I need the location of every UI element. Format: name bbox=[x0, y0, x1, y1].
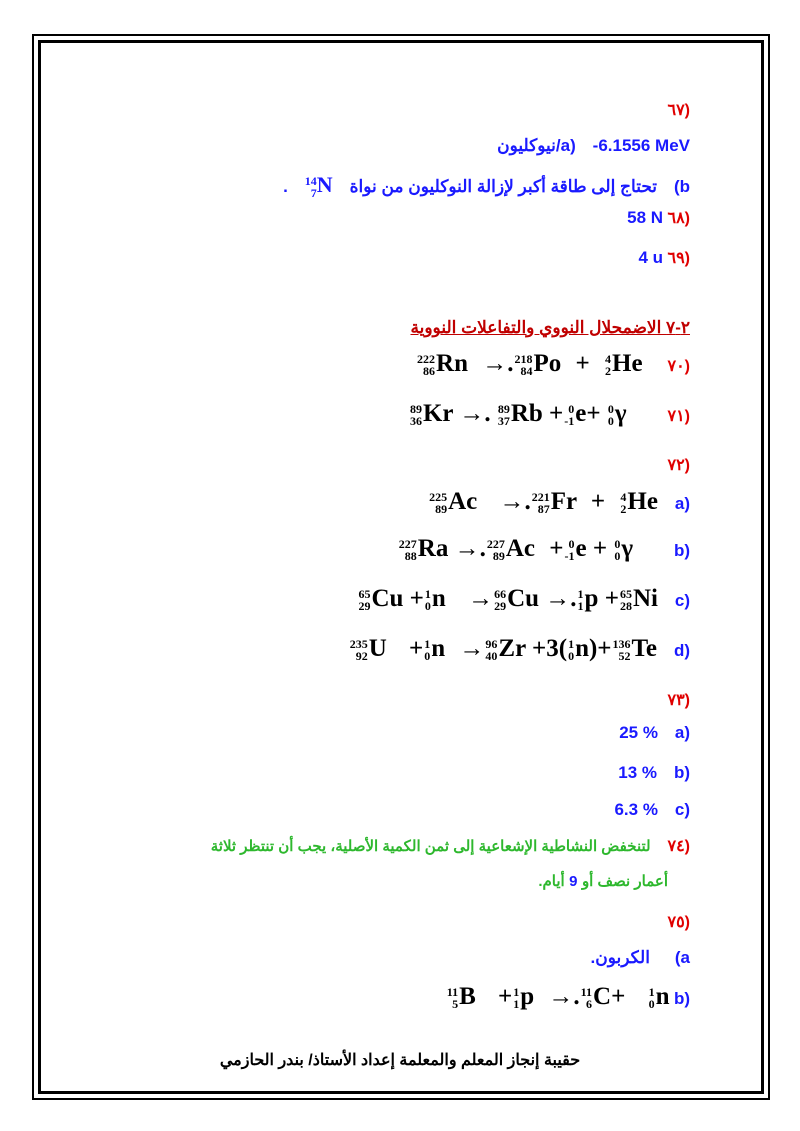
q73-a-answer: 25 % bbox=[619, 723, 658, 742]
q73-b-label: (b bbox=[673, 763, 690, 782]
q75-a-line bbox=[591, 948, 690, 968]
q67-a-line bbox=[497, 136, 690, 156]
q72-d-equation: 235 92 U + 1 0 n → 96 40 Zr +3( 1 0 n)+ 136 52 Te bbox=[349, 635, 658, 664]
q68-number: (٦٨ bbox=[667, 210, 690, 227]
q73-c-line bbox=[614, 800, 690, 820]
nitrogen-14-nuclide: 14 7 N bbox=[304, 172, 333, 200]
q73-b-line bbox=[618, 763, 690, 783]
q67-number: (٦٧ bbox=[667, 102, 690, 119]
q75-a-label: a) bbox=[674, 948, 690, 967]
q73-a-label: (a bbox=[674, 723, 690, 742]
q74-answer-line2-pre: أعمار نصف أو bbox=[581, 873, 668, 890]
q73-a-line bbox=[619, 723, 690, 743]
q75-b-line bbox=[446, 983, 690, 1011]
q67-b-period: . bbox=[283, 177, 288, 196]
q74-line2 bbox=[538, 872, 668, 891]
q74-answer-line1: لتنخفض النشاطية الإشعاعية إلى ثمن الكمية الأصلية، يجب أن تنتظر ثلاثة bbox=[210, 838, 651, 855]
q75-b-equation: 11 5 B + 1 1 p →. 11 6 C+ 1 0 n bbox=[446, 983, 670, 1012]
q68-answer: 58 N bbox=[627, 208, 664, 227]
q72-b-label: (b bbox=[673, 541, 690, 560]
q72-number: (٧٢ bbox=[667, 457, 690, 474]
q72-a-equation: 225 89 Ac →. 221 87 Fr + 4 2 He bbox=[429, 488, 658, 517]
q74-answer-days-count: 9 bbox=[569, 873, 578, 890]
q74-answer-line2-post: أيام. bbox=[538, 873, 565, 890]
q72-b-equation: 227 88 Ra →. 227 89 Ac + 0 -1 e + 0 0 γ bbox=[398, 535, 634, 564]
q74-line1 bbox=[211, 836, 690, 856]
q72-a-line bbox=[428, 488, 690, 516]
q72-a-label: (a bbox=[674, 494, 690, 513]
page-footer: حقيبة إنجاز المعلم والمعلمة إعداد الأستاذ/ بندر الحازمي bbox=[219, 1052, 581, 1069]
q68-line bbox=[627, 208, 690, 228]
q67-a-label: a) bbox=[560, 136, 576, 155]
q75-b-label: (b bbox=[673, 989, 690, 1008]
q72-c-line bbox=[357, 585, 690, 613]
q73-number-line bbox=[667, 690, 690, 710]
q67-b-label: b) bbox=[673, 177, 690, 196]
q72-c-label: (c bbox=[674, 591, 690, 610]
q71-line bbox=[409, 400, 690, 428]
q74-number: (٧٤ bbox=[667, 838, 690, 855]
section-heading-line bbox=[410, 318, 690, 338]
q71-equation: 89 36 Kr →. 89 37 Rb + 0 -1 e+ 0 0 γ bbox=[409, 400, 627, 429]
q72-d-label: (d bbox=[673, 641, 690, 660]
q69-line bbox=[638, 248, 690, 268]
q72-number-line bbox=[667, 455, 690, 475]
q72-d-line bbox=[349, 635, 690, 663]
section-title: ٢-٧ الاضمحلال النووي والتفاعلات النووية bbox=[410, 318, 690, 337]
q70-line bbox=[416, 350, 690, 378]
q70-number: (٧٠ bbox=[667, 358, 690, 375]
q72-b-line bbox=[398, 535, 690, 563]
q73-c-answer: 6.3 % bbox=[614, 800, 658, 819]
q71-number: (٧١ bbox=[667, 408, 690, 425]
q75-number: (٧٥ bbox=[667, 914, 690, 931]
q75-number-line bbox=[667, 912, 690, 932]
q73-c-label: (c bbox=[674, 800, 690, 819]
q72-c-equation: 65 29 Cu + 1 0 n → 66 29 Cu →. 1 1 p + 65 28 Ni bbox=[358, 585, 658, 614]
q69-answer: 4 u bbox=[638, 248, 664, 267]
q69-number: (٦٩ bbox=[667, 250, 690, 267]
q75-a-answer: الكربون. bbox=[590, 948, 650, 967]
q67-b-line bbox=[283, 172, 690, 199]
q73-b-answer: 13 % bbox=[618, 763, 658, 782]
q67-a-answer: -6.1556 MeV/نيوكليون bbox=[497, 136, 690, 155]
q67-b-answer: تحتاج إلى طاقة أكبر لإزالة النوكليون من نواة bbox=[349, 177, 658, 196]
q73-number: (٧٣ bbox=[667, 692, 690, 709]
q70-equation: 222 86 Rn →. 218 84 Po + 4 2 He bbox=[417, 350, 643, 379]
q67-number-line bbox=[667, 100, 690, 120]
